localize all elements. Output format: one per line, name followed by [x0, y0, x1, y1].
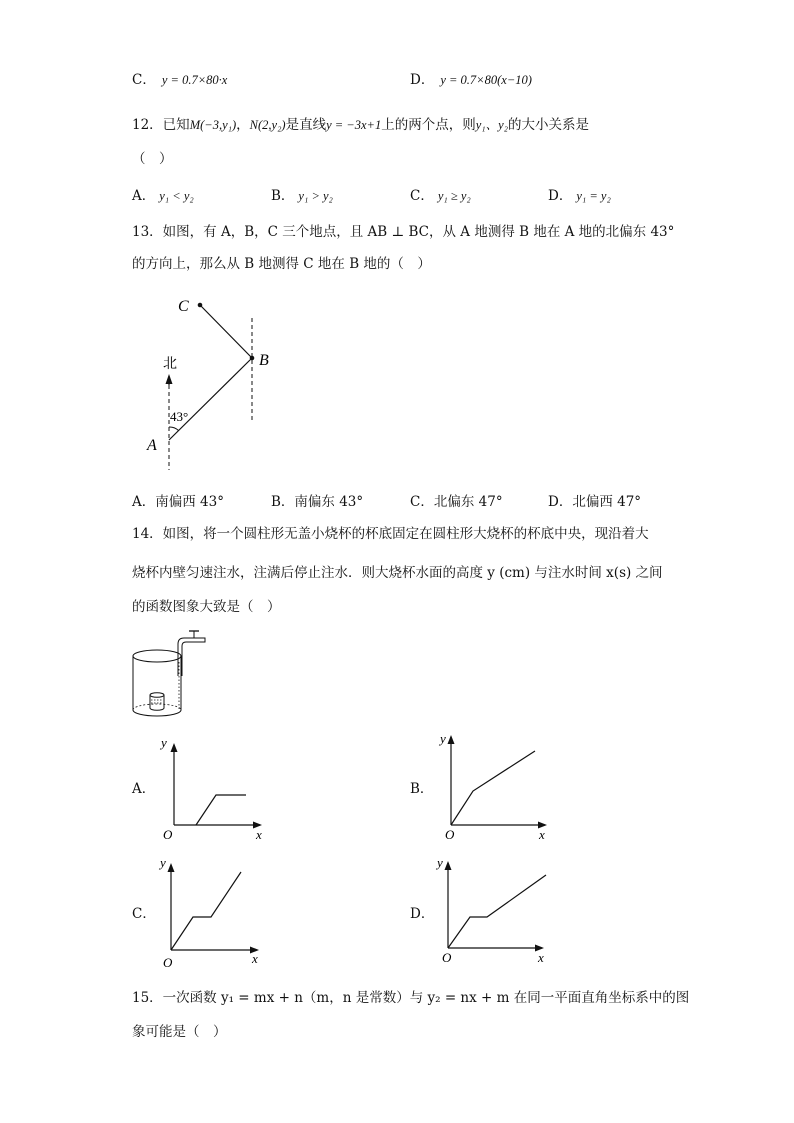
- large-beaker-top: [133, 650, 181, 662]
- q13-north-arrowhead: [166, 374, 173, 384]
- q13-option-a: [132, 492, 224, 512]
- q15-stem-line1: 15．一次函数 y₁ = mx + n（m，n 是常数）与 y₂ = nx + m 在同一平面直角坐标系中的图: [132, 990, 690, 1006]
- q12-vars: y₁、y₂: [475, 118, 509, 132]
- q14-graph-b-label: B．: [410, 781, 434, 797]
- q15-stem-line2: 象可能是（ ）: [132, 1024, 227, 1040]
- q14-graph-d-label: D．: [410, 906, 435, 922]
- q13-option-c-label: C．: [410, 494, 434, 510]
- q12-stem-d: 的大小关系是: [508, 117, 590, 133]
- q13-north-label: 北: [163, 357, 177, 372]
- q12-option-b: [271, 186, 333, 206]
- q11-option-d: [410, 70, 532, 90]
- q12-option-d: [548, 186, 611, 206]
- q13-angle-label: 43°: [170, 409, 189, 424]
- q12-stem-b: 是直线: [285, 117, 327, 133]
- q13-label-b: B: [259, 352, 269, 369]
- q13-point-b: [250, 356, 255, 361]
- q12-option-c: [410, 186, 471, 206]
- graph-d-x-label: x: [538, 950, 544, 965]
- q12-option-a-label: A．: [132, 188, 156, 204]
- q13-option-d-text: 北偏西 47°: [572, 494, 642, 510]
- graph-b-y-label: y: [440, 733, 446, 746]
- q12-option-b-expr: y₁ > y₂: [298, 189, 333, 203]
- q13-angle-arc: [169, 427, 179, 431]
- q12-point-m: M(−3,y₁): [189, 118, 237, 132]
- q11-option-d-expr: y = 0.7×80(x−10): [440, 73, 532, 87]
- q12-option-d-label: D．: [548, 188, 573, 204]
- q14-graph-a-label: A．: [132, 781, 156, 797]
- q14-graph-a: [158, 733, 268, 843]
- q12-line-eq: y = −3x+1: [326, 118, 382, 132]
- q11-option-c-label: C．: [132, 72, 156, 88]
- q12-point-n: N(2,y₂): [249, 118, 286, 132]
- q13-option-b-text: 南偏东 43°: [294, 494, 364, 510]
- graph-a-x-label: x: [256, 827, 262, 842]
- q14-stem-line3: 的函数图象大致是（ ）: [132, 599, 281, 615]
- q11-option-c: [132, 70, 227, 90]
- graph-c-curve: [171, 872, 241, 950]
- q14-beaker-figure: [130, 624, 230, 724]
- graph-c-x-label: x: [252, 951, 258, 966]
- q14-graph-c-label: C．: [132, 906, 156, 922]
- q13-option-b: [271, 492, 363, 512]
- q14-graph-c: [155, 855, 275, 970]
- q11-option-c-expr: y = 0.7×80·x: [161, 73, 228, 87]
- small-beaker-top: [150, 693, 164, 698]
- q13-stem-line2: 的方向上，那么从 B 地测得 C 地在 B 地的（ ）: [132, 256, 431, 272]
- q12-sep: ，: [236, 117, 250, 133]
- q14-stem-line2: 烧杯内壁匀速注水，注满后停止注水．则大烧杯水面的高度 y (cm) 与注水时间 x(s) 之间: [132, 565, 663, 581]
- q13-option-a-text: 南偏西 43°: [155, 494, 224, 510]
- graph-c-origin: O: [163, 955, 173, 970]
- graph-b-curve: [451, 751, 535, 825]
- q13-option-d-label: D．: [548, 494, 573, 510]
- q13-segment-ab: [169, 358, 252, 440]
- q11-option-d-label: D．: [410, 72, 435, 88]
- q12-option-c-expr: y₁ ≥ y₂: [437, 189, 471, 203]
- graph-b-origin: O: [445, 827, 455, 842]
- q13-label-a: A: [147, 437, 157, 454]
- q13-stem-line1: 13．如图，有 A，B，C 三个地点，且 AB ⊥ BC，从 A 地测得 B 地在 A 地的北偏东 43°: [132, 224, 675, 240]
- graph-a-curve: [196, 795, 246, 825]
- q12-option-c-label: C．: [410, 188, 434, 204]
- graph-a-origin: O: [163, 827, 173, 842]
- q12-option-a: [132, 186, 194, 206]
- q13-label-c: C: [178, 298, 189, 315]
- graph-d-y-label: y: [437, 855, 443, 870]
- q12-stem-c: 上的两个点，则: [381, 117, 476, 133]
- q14-graph-d: [432, 855, 557, 970]
- q14-stem-line1: 14．如图，将一个圆柱形无盖小烧杯的杯底固定在圆柱形大烧杯的杯底中央，现沿着大: [132, 526, 649, 542]
- q12-option-b-label: B．: [271, 188, 295, 204]
- q14-graph-b: [435, 733, 555, 843]
- q13-segment-bc: [200, 305, 252, 358]
- graph-c-y-label: y: [160, 855, 166, 870]
- large-beaker-bottom: [133, 710, 181, 716]
- q12-option-d-expr: y₁ = y₂: [576, 189, 611, 203]
- faucet-icon: [178, 638, 205, 676]
- q13-option-d: [548, 492, 641, 512]
- q13-bearing-diagram: [135, 290, 295, 475]
- q12-stem: [132, 115, 589, 135]
- q12-answer-paren: （ ）: [132, 151, 173, 167]
- q12-stem-a: 12．已知: [132, 117, 190, 133]
- q13-point-c: [198, 303, 203, 308]
- graph-b-x-label: x: [539, 827, 545, 842]
- graph-a-y-label: y: [161, 735, 167, 750]
- q13-option-b-label: B．: [271, 494, 295, 510]
- q13-option-c-text: 北偏东 47°: [433, 494, 503, 510]
- graph-d-origin: O: [442, 950, 452, 965]
- q13-option-c: [410, 492, 503, 512]
- q13-option-a-label: A．: [132, 494, 156, 510]
- q12-option-a-expr: y₁ < y₂: [159, 189, 194, 203]
- graph-d-curve: [448, 875, 546, 948]
